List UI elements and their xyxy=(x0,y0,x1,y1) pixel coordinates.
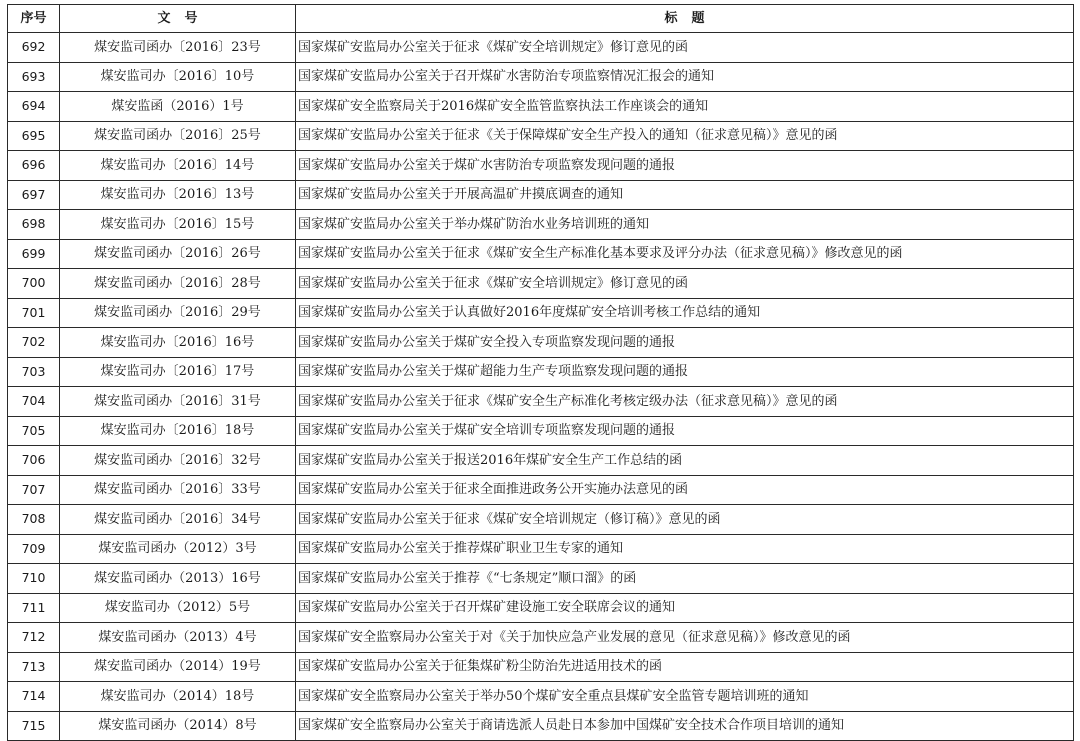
row-title: 国家煤矿安全监察局办公室关于对《关于加快应急产业发展的意见（征求意见稿）》修改意见的函 xyxy=(296,623,1074,653)
row-title: 国家煤矿安监局办公室关于征求《煤矿安全生产标准化考核定级办法（征求意见稿）》意见的函 xyxy=(296,387,1074,417)
row-title: 国家煤矿安监局办公室关于煤矿超能力生产专项监察发现问题的通报 xyxy=(296,357,1074,387)
row-serial-number: 711 xyxy=(8,593,60,623)
row-title: 国家煤矿安监局办公室关于报送2016年煤矿安全生产工作总结的函 xyxy=(296,446,1074,476)
row-title: 国家煤矿安全监察局办公室关于商请选派人员赴日本参加中国煤矿安全技术合作项目培训的通知 xyxy=(296,711,1074,741)
row-document-number: 煤安监司函办〔2016〕31号 xyxy=(60,387,296,417)
row-serial-number: 704 xyxy=(8,387,60,417)
row-title: 国家煤矿安监局办公室关于认真做好2016年度煤矿安全培训考核工作总结的通知 xyxy=(296,298,1074,328)
row-document-number: 煤安监司办（2012）5号 xyxy=(60,593,296,623)
row-serial-number: 693 xyxy=(8,62,60,92)
row-document-number: 煤安监司函办（2012）3号 xyxy=(60,534,296,564)
row-title: 国家煤矿安监局办公室关于煤矿安全投入专项监察发现问题的通报 xyxy=(296,328,1074,358)
row-serial-number: 709 xyxy=(8,534,60,564)
table-row xyxy=(8,446,1074,476)
row-document-number: 煤安监司办〔2016〕10号 xyxy=(60,62,296,92)
table-row xyxy=(8,564,1074,594)
row-document-number: 煤安监司函办〔2016〕23号 xyxy=(60,33,296,63)
row-title: 国家煤矿安监局办公室关于征求《煤矿安全生产标准化基本要求及评分办法（征求意见稿）》修改意见的函 xyxy=(296,239,1074,269)
table-row xyxy=(8,711,1074,741)
row-serial-number: 713 xyxy=(8,652,60,682)
table-row xyxy=(8,62,1074,92)
row-serial-number: 710 xyxy=(8,564,60,594)
row-document-number: 煤安监司办（2014）18号 xyxy=(60,682,296,712)
row-document-number: 煤安监司函办（2013）4号 xyxy=(60,623,296,653)
row-title: 国家煤矿安监局办公室关于推荐《“七条规定”顺口溜》的函 xyxy=(296,564,1074,594)
table-row xyxy=(8,210,1074,240)
table-row xyxy=(8,180,1074,210)
row-document-number: 煤安监司函办（2014）8号 xyxy=(60,711,296,741)
row-serial-number: 694 xyxy=(8,92,60,122)
table-row xyxy=(8,682,1074,712)
header-title: 标题 xyxy=(296,5,1074,33)
table-row xyxy=(8,239,1074,269)
table-row xyxy=(8,298,1074,328)
row-serial-number: 701 xyxy=(8,298,60,328)
row-document-number: 煤安监司办〔2016〕16号 xyxy=(60,328,296,358)
document-table-container xyxy=(7,4,1073,734)
row-document-number: 煤安监司函办〔2016〕34号 xyxy=(60,505,296,535)
row-serial-number: 699 xyxy=(8,239,60,269)
table-row xyxy=(8,357,1074,387)
row-document-number: 煤安监函（2016）1号 xyxy=(60,92,296,122)
table-row xyxy=(8,475,1074,505)
row-serial-number: 714 xyxy=(8,682,60,712)
row-title: 国家煤矿安监局办公室关于推荐煤矿职业卫生专家的通知 xyxy=(296,534,1074,564)
row-document-number: 煤安监司函办〔2016〕26号 xyxy=(60,239,296,269)
row-title: 国家煤矿安监局办公室关于征集煤矿粉尘防治先进适用技术的函 xyxy=(296,652,1074,682)
row-title: 国家煤矿安监局办公室关于召开煤矿水害防治专项监察情况汇报会的通知 xyxy=(296,62,1074,92)
row-title: 国家煤矿安全监察局关于2016煤矿安全监管监察执法工作座谈会的通知 xyxy=(296,92,1074,122)
row-document-number: 煤安监司办〔2016〕17号 xyxy=(60,357,296,387)
table-row xyxy=(8,151,1074,181)
row-title: 国家煤矿安监局办公室关于征求《煤矿安全培训规定（修订稿）》意见的函 xyxy=(296,505,1074,535)
row-title: 国家煤矿安监局办公室关于征求全面推进政务公开实施办法意见的函 xyxy=(296,475,1074,505)
row-serial-number: 692 xyxy=(8,33,60,63)
header-serial-number: 序号 xyxy=(8,5,60,33)
row-serial-number: 707 xyxy=(8,475,60,505)
row-document-number: 煤安监司办〔2016〕15号 xyxy=(60,210,296,240)
table-row xyxy=(8,623,1074,653)
table-row xyxy=(8,92,1074,122)
row-title: 国家煤矿安监局办公室关于征求《煤矿安全培训规定》修订意见的函 xyxy=(296,33,1074,63)
row-title: 国家煤矿安监局办公室关于开展高温矿井摸底调查的通知 xyxy=(296,180,1074,210)
row-serial-number: 715 xyxy=(8,711,60,741)
row-document-number: 煤安监司办〔2016〕13号 xyxy=(60,180,296,210)
table-row xyxy=(8,269,1074,299)
row-serial-number: 695 xyxy=(8,121,60,151)
row-document-number: 煤安监司办〔2016〕18号 xyxy=(60,416,296,446)
row-document-number: 煤安监司函办〔2016〕25号 xyxy=(60,121,296,151)
row-serial-number: 696 xyxy=(8,151,60,181)
table-row xyxy=(8,652,1074,682)
row-title: 国家煤矿安监局办公室关于召开煤矿建设施工安全联席会议的通知 xyxy=(296,593,1074,623)
table-row xyxy=(8,593,1074,623)
row-title: 国家煤矿安监局办公室关于煤矿安全培训专项监察发现问题的通报 xyxy=(296,416,1074,446)
row-document-number: 煤安监司函办〔2016〕33号 xyxy=(60,475,296,505)
table-row xyxy=(8,33,1074,63)
row-document-number: 煤安监司函办（2014）19号 xyxy=(60,652,296,682)
table-body xyxy=(8,33,1074,741)
row-serial-number: 705 xyxy=(8,416,60,446)
row-title: 国家煤矿安监局办公室关于举办煤矿防治水业务培训班的通知 xyxy=(296,210,1074,240)
row-document-number: 煤安监司函办（2013）16号 xyxy=(60,564,296,594)
table-row xyxy=(8,387,1074,417)
row-title: 国家煤矿安全监察局办公室关于举办50个煤矿安全重点县煤矿安全监管专题培训班的通知 xyxy=(296,682,1074,712)
row-serial-number: 698 xyxy=(8,210,60,240)
document-table xyxy=(7,4,1074,741)
row-title: 国家煤矿安监局办公室关于煤矿水害防治专项监察发现问题的通报 xyxy=(296,151,1074,181)
header-document-number: 文号 xyxy=(60,5,296,33)
row-serial-number: 697 xyxy=(8,180,60,210)
row-serial-number: 706 xyxy=(8,446,60,476)
row-document-number: 煤安监司函办〔2016〕28号 xyxy=(60,269,296,299)
table-row xyxy=(8,121,1074,151)
table-row xyxy=(8,534,1074,564)
row-title: 国家煤矿安监局办公室关于征求《煤矿安全培训规定》修订意见的函 xyxy=(296,269,1074,299)
row-title: 国家煤矿安监局办公室关于征求《关于保障煤矿安全生产投入的通知（征求意见稿）》意见的函 xyxy=(296,121,1074,151)
table-header-row xyxy=(8,5,1074,33)
table-row xyxy=(8,505,1074,535)
row-serial-number: 703 xyxy=(8,357,60,387)
row-document-number: 煤安监司函办〔2016〕32号 xyxy=(60,446,296,476)
row-serial-number: 702 xyxy=(8,328,60,358)
row-document-number: 煤安监司函办〔2016〕29号 xyxy=(60,298,296,328)
table-row xyxy=(8,416,1074,446)
row-serial-number: 708 xyxy=(8,505,60,535)
table-row xyxy=(8,328,1074,358)
row-document-number: 煤安监司办〔2016〕14号 xyxy=(60,151,296,181)
row-serial-number: 712 xyxy=(8,623,60,653)
row-serial-number: 700 xyxy=(8,269,60,299)
